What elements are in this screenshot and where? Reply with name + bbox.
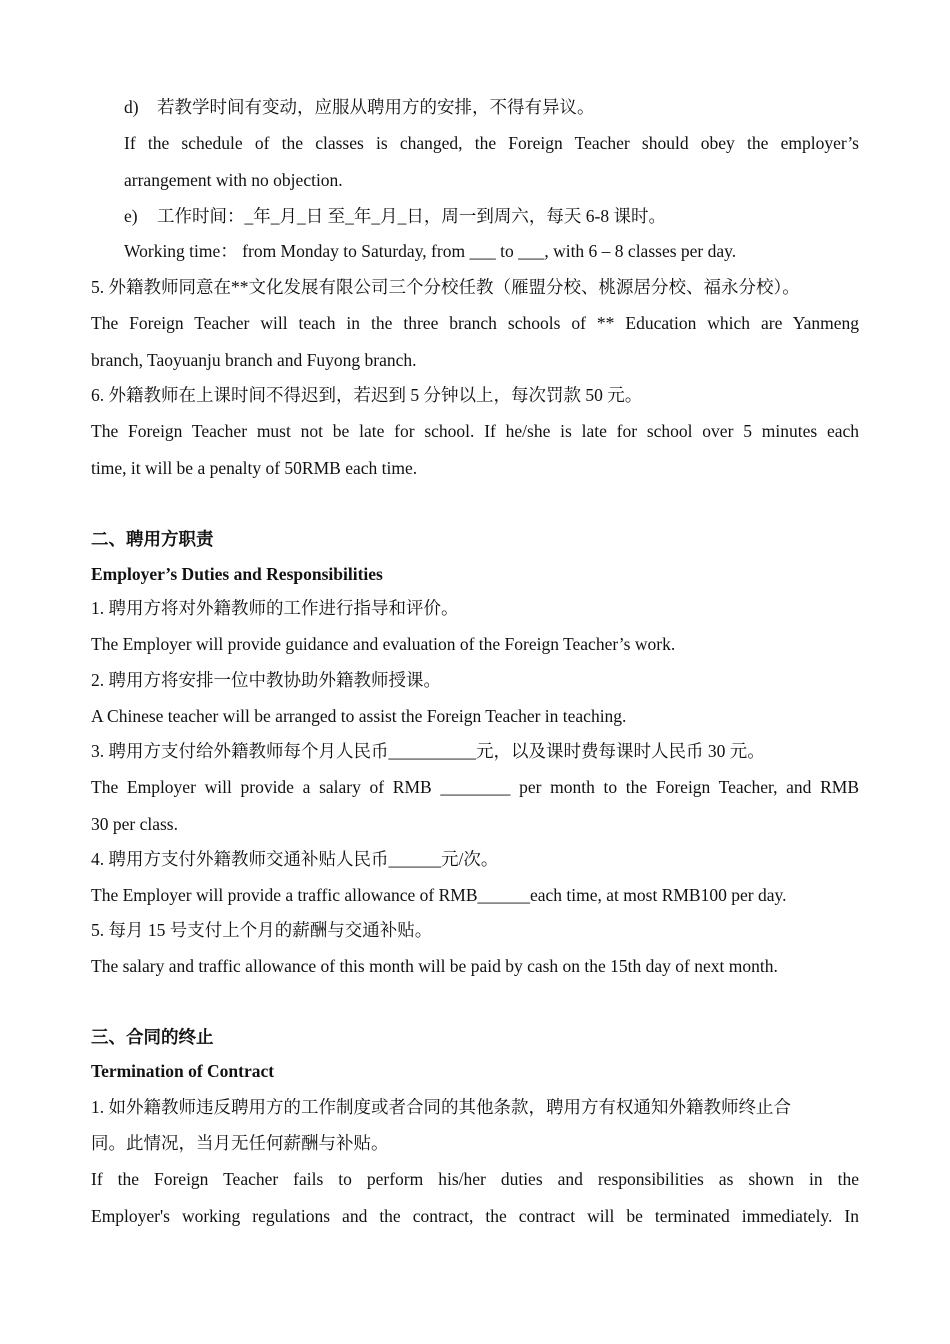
s2-item3-zh: 3. 聘用方支付给外籍教师每个月人民币__________元，以及课时费每课时人民币 30 元。 [91, 741, 765, 761]
item6-en-line2: time, it will be a penalty of 50RMB each time. [91, 458, 418, 478]
s2-item5-en: The salary and traffic allowance of this month will be paid by cash on the 15th day of next month. [91, 956, 778, 976]
item-e-zh [124, 205, 666, 227]
item-d-en-line1: If the schedule of the classes is changed, the Foreign Teacher should obey the employer’s [124, 133, 859, 153]
section2-heading-zh: 二、聘用方职责 [91, 529, 214, 549]
s2-item2-en: A Chinese teacher will be arranged to assist the Foreign Teacher in teaching. [91, 706, 627, 726]
s3-item1-en-line2: Employer's working regulations and the contract, the contract will be terminated immediately. In [91, 1206, 859, 1226]
item6-en-line1: The Foreign Teacher must not be late for school. If he/she is late for school over 5 minutes each [91, 421, 859, 441]
item-d-zh-text: 若教学时间有变动，应服从聘用方的安排，不得有异议。 [157, 97, 595, 117]
s2-item1-en: The Employer will provide guidance and evaluation of the Foreign Teacher’s work. [91, 634, 676, 654]
s2-item4-zh: 4. 聘用方支付外籍教师交通补贴人民币______元/次。 [91, 849, 499, 869]
item5-en-line2: branch, Taoyuanju branch and Fuyong branch. [91, 350, 417, 370]
s2-item4-en: The Employer will provide a traffic allowance of RMB______each time, at most RMB100 per day. [91, 885, 787, 905]
section2-heading-en: Employer’s Duties and Responsibilities [91, 564, 383, 584]
s2-item1-zh: 1. 聘用方将对外籍教师的工作进行指导和评价。 [91, 598, 459, 618]
s2-item3-en-line2: 30 per class. [91, 814, 178, 834]
item-d-label: d) [124, 97, 139, 117]
item-e-zh-text: 工作时间：_年_月_日 至_年_月_日，周一到周六，每天 6-8 课时。 [157, 206, 666, 226]
item-d-zh [124, 96, 595, 118]
item-e-label: e) [124, 206, 138, 226]
item5-en-line1: The Foreign Teacher will teach in the three branch schools of ** Education which are Yanmeng [91, 313, 859, 333]
s2-item3-en-line1: The Employer will provide a salary of RMB ________ per month to the Foreign Teacher, and RMB [91, 777, 859, 797]
s3-item1-en-line1: If the Foreign Teacher fails to perform his/her duties and responsibilities as shown in the [91, 1169, 859, 1189]
s3-item1-zh-line1: 1. 如外籍教师违反聘用方的工作制度或者合同的其他条款，聘用方有权通知外籍教师终止合 [91, 1097, 791, 1117]
s2-item2-zh: 2. 聘用方将安排一位中教协助外籍教师授课。 [91, 670, 441, 690]
section3-heading-en: Termination of Contract [91, 1061, 275, 1081]
item-d-en-line2: arrangement with no objection. [124, 170, 343, 190]
s2-item5-zh: 5. 每月 15 号支付上个月的薪酬与交通补贴。 [91, 920, 433, 940]
section3-heading-zh: 三、合同的终止 [91, 1027, 214, 1047]
item-e-en: Working time： from Monday to Saturday, from ___ to ___, with 6 – 8 classes per day. [124, 241, 737, 261]
item5-zh: 5. 外籍教师同意在**文化发展有限公司三个分校任教（雁盟分校、桃源居分校、福永分校）。 [91, 277, 800, 297]
s3-item1-zh-line2: 同。此情况，当月无任何薪酬与补贴。 [91, 1133, 389, 1153]
item6-zh: 6. 外籍教师在上课时间不得迟到，若迟到 5 分钟以上，每次罚款 50 元。 [91, 385, 643, 405]
